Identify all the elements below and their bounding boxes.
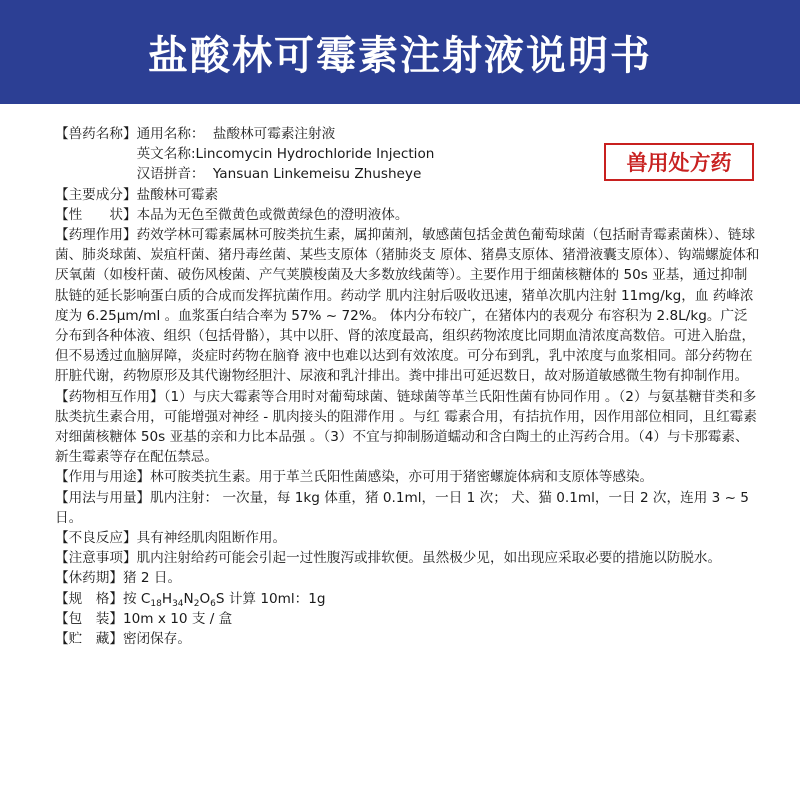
spec-h-subscript: 34 bbox=[172, 598, 184, 609]
english-name-label: 英文名称 bbox=[136, 146, 191, 163]
title-banner bbox=[0, 0, 800, 104]
pinyin-row bbox=[137, 164, 760, 184]
section-label: 【贮 藏】 bbox=[55, 631, 123, 648]
section-label: 【性 状】 bbox=[55, 206, 137, 223]
spec-c-subscript: 18 bbox=[150, 598, 162, 609]
section-pharmacology bbox=[55, 225, 760, 387]
section-text: 盐酸林可霉素 bbox=[136, 186, 219, 203]
section-label: 【休药期】 bbox=[55, 570, 123, 587]
section-label: 【作用与用途】 bbox=[55, 469, 151, 486]
section-label: 【用法与用量】 bbox=[55, 489, 151, 506]
spec-n: N bbox=[183, 590, 194, 607]
section-interactions bbox=[55, 387, 760, 468]
section-adverse bbox=[55, 528, 760, 548]
section-label: 【不良反应】 bbox=[55, 530, 137, 547]
common-name-value: 盐酸林可霉素注射液 bbox=[212, 126, 336, 142]
section-text: 药效学林可霉素属林可胺类抗生素，属抑菌剂，敏感菌包括金黄色葡萄球菌（包括耐青霉素菌株）、链球菌、肺炎球菌、炭疽杆菌、猪丹毒丝菌、某些支原体（猪肺炎支 原体、猪鼻支原体、猪滑液囊支原体）、钩端螺旋体和厌氧菌（如梭杆菌、破伤风梭菌、产气荚膜梭菌及大多数放线菌等）。主要作用于细菌核糖体的 50s 亚基，通过抑制肽链的延长影响蛋白质的合成而发挥抗菌作用。药动学 肌内注射后吸收迅速，猪单次肌内注射 11mg/kg，血 药峰浓度为 6.25μm/ml 。血浆蛋白结合率为 57% ~ 72%。 体内分布较广，在猪体内的表观分 布容积为 2.8L/kg。广泛分布到各种体液、组织（包括骨骼），其中以肝、肾的浓度最高，组织药物浓度比同期血清浓度高数倍。可进入胎盘，但不易透过血脑屏障，炎症时药物在脑脊 液中也难以达到有效浓度。可分布到乳，乳中浓度与血浆相同。部分药物在肝脏代谢，药物原形及其代谢物经胆汁、尿液和乳汁排出。粪中排出可延迟数日，故对肠道敏感微生物有抑制作用。 bbox=[55, 227, 760, 385]
section-text: 密闭保存。 bbox=[122, 631, 191, 648]
section-text: 林可胺类抗生素。用于革兰氏阳性菌感染，亦可用于猪密螺旋体病和支原体等感染。 bbox=[150, 469, 654, 486]
prescription-stamp: 兽用处方药 bbox=[604, 143, 754, 181]
section-indications bbox=[55, 467, 760, 487]
english-name-row bbox=[137, 144, 760, 164]
section-appearance bbox=[55, 205, 760, 225]
section-label: 【兽药名称】 bbox=[55, 126, 137, 142]
section-ingredient bbox=[55, 185, 760, 205]
section-label: 【药物相互作用】 bbox=[55, 388, 164, 405]
common-name-label: 通用名称： bbox=[136, 126, 205, 142]
pinyin-label: 汉语拼音： bbox=[136, 166, 205, 183]
section-spec bbox=[55, 589, 760, 609]
section-storage bbox=[55, 629, 760, 649]
pinyin-value: Yansuan Linkemeisu Zhusheye bbox=[212, 166, 422, 183]
common-name-row bbox=[137, 124, 760, 144]
spec-n-subscript: 2 bbox=[193, 598, 200, 609]
section-text: 肌内注射给药可能会引起一过性腹泻或排软便。虽然极少见，如出现应采取必要的措施以防脱水。 bbox=[136, 550, 722, 567]
section-text: 10m x 10 支 / 盒 bbox=[122, 610, 233, 627]
section-label: 【药理作用】 bbox=[55, 227, 137, 244]
page-title: 盐酸林可霉素注射液说明书 bbox=[148, 32, 652, 79]
section-text: 猪 2 日。 bbox=[122, 570, 182, 587]
spec-h: H bbox=[161, 590, 173, 607]
spec-prefix: 按 C bbox=[122, 590, 151, 607]
section-label: 【主要成分】 bbox=[55, 186, 137, 203]
section-text: 肌内注射： 一次量，每 1kg 体重，猪 0.1ml，一日 1 次； 犬、猫 0.1ml，一日 2 次，连用 3 ~ 5 日。 bbox=[55, 489, 749, 526]
section-text: 本品为无色至微黄色或微黄绿色的澄明液体。 bbox=[136, 206, 409, 223]
name-block bbox=[137, 124, 760, 185]
section-drug-name bbox=[55, 124, 760, 185]
instruction-body bbox=[55, 124, 760, 649]
section-label: 【包 装】 bbox=[55, 610, 123, 627]
section-text: （1）与庆大霉素等合用时对葡萄球菌、链球菌等革兰氏阳性菌有协同作用 。（2）与氨基糖苷类和多肽类抗生素合用，可能增强对神经 - 肌肉接头的阻滞作用 。与红 霉素合用，有拮抗作用，因作用部位相同，且红霉素对细菌核糖体 50s 亚基的亲和力比本品强 。（3）不宜与抑制肠道蠕动和含白陶土的止泻药合用。（4）与卡那霉素、新生霉素等存在配伍禁忌。 bbox=[55, 388, 757, 466]
section-withdrawal bbox=[55, 568, 760, 588]
spec-o: O bbox=[199, 590, 211, 607]
english-name-value: :Lincomycin Hydrochloride Injection bbox=[190, 146, 435, 163]
section-label: 【规 格】 bbox=[55, 590, 123, 607]
spec-suffix: S 计算 10ml：1g bbox=[215, 590, 326, 607]
section-text: 具有神经肌肉阻断作用。 bbox=[136, 530, 287, 547]
section-dosage bbox=[55, 488, 760, 528]
spec-o-subscript: 6 bbox=[210, 598, 216, 609]
section-package bbox=[55, 609, 760, 629]
section-label: 【注意事项】 bbox=[55, 550, 137, 567]
section-precautions bbox=[55, 548, 760, 568]
